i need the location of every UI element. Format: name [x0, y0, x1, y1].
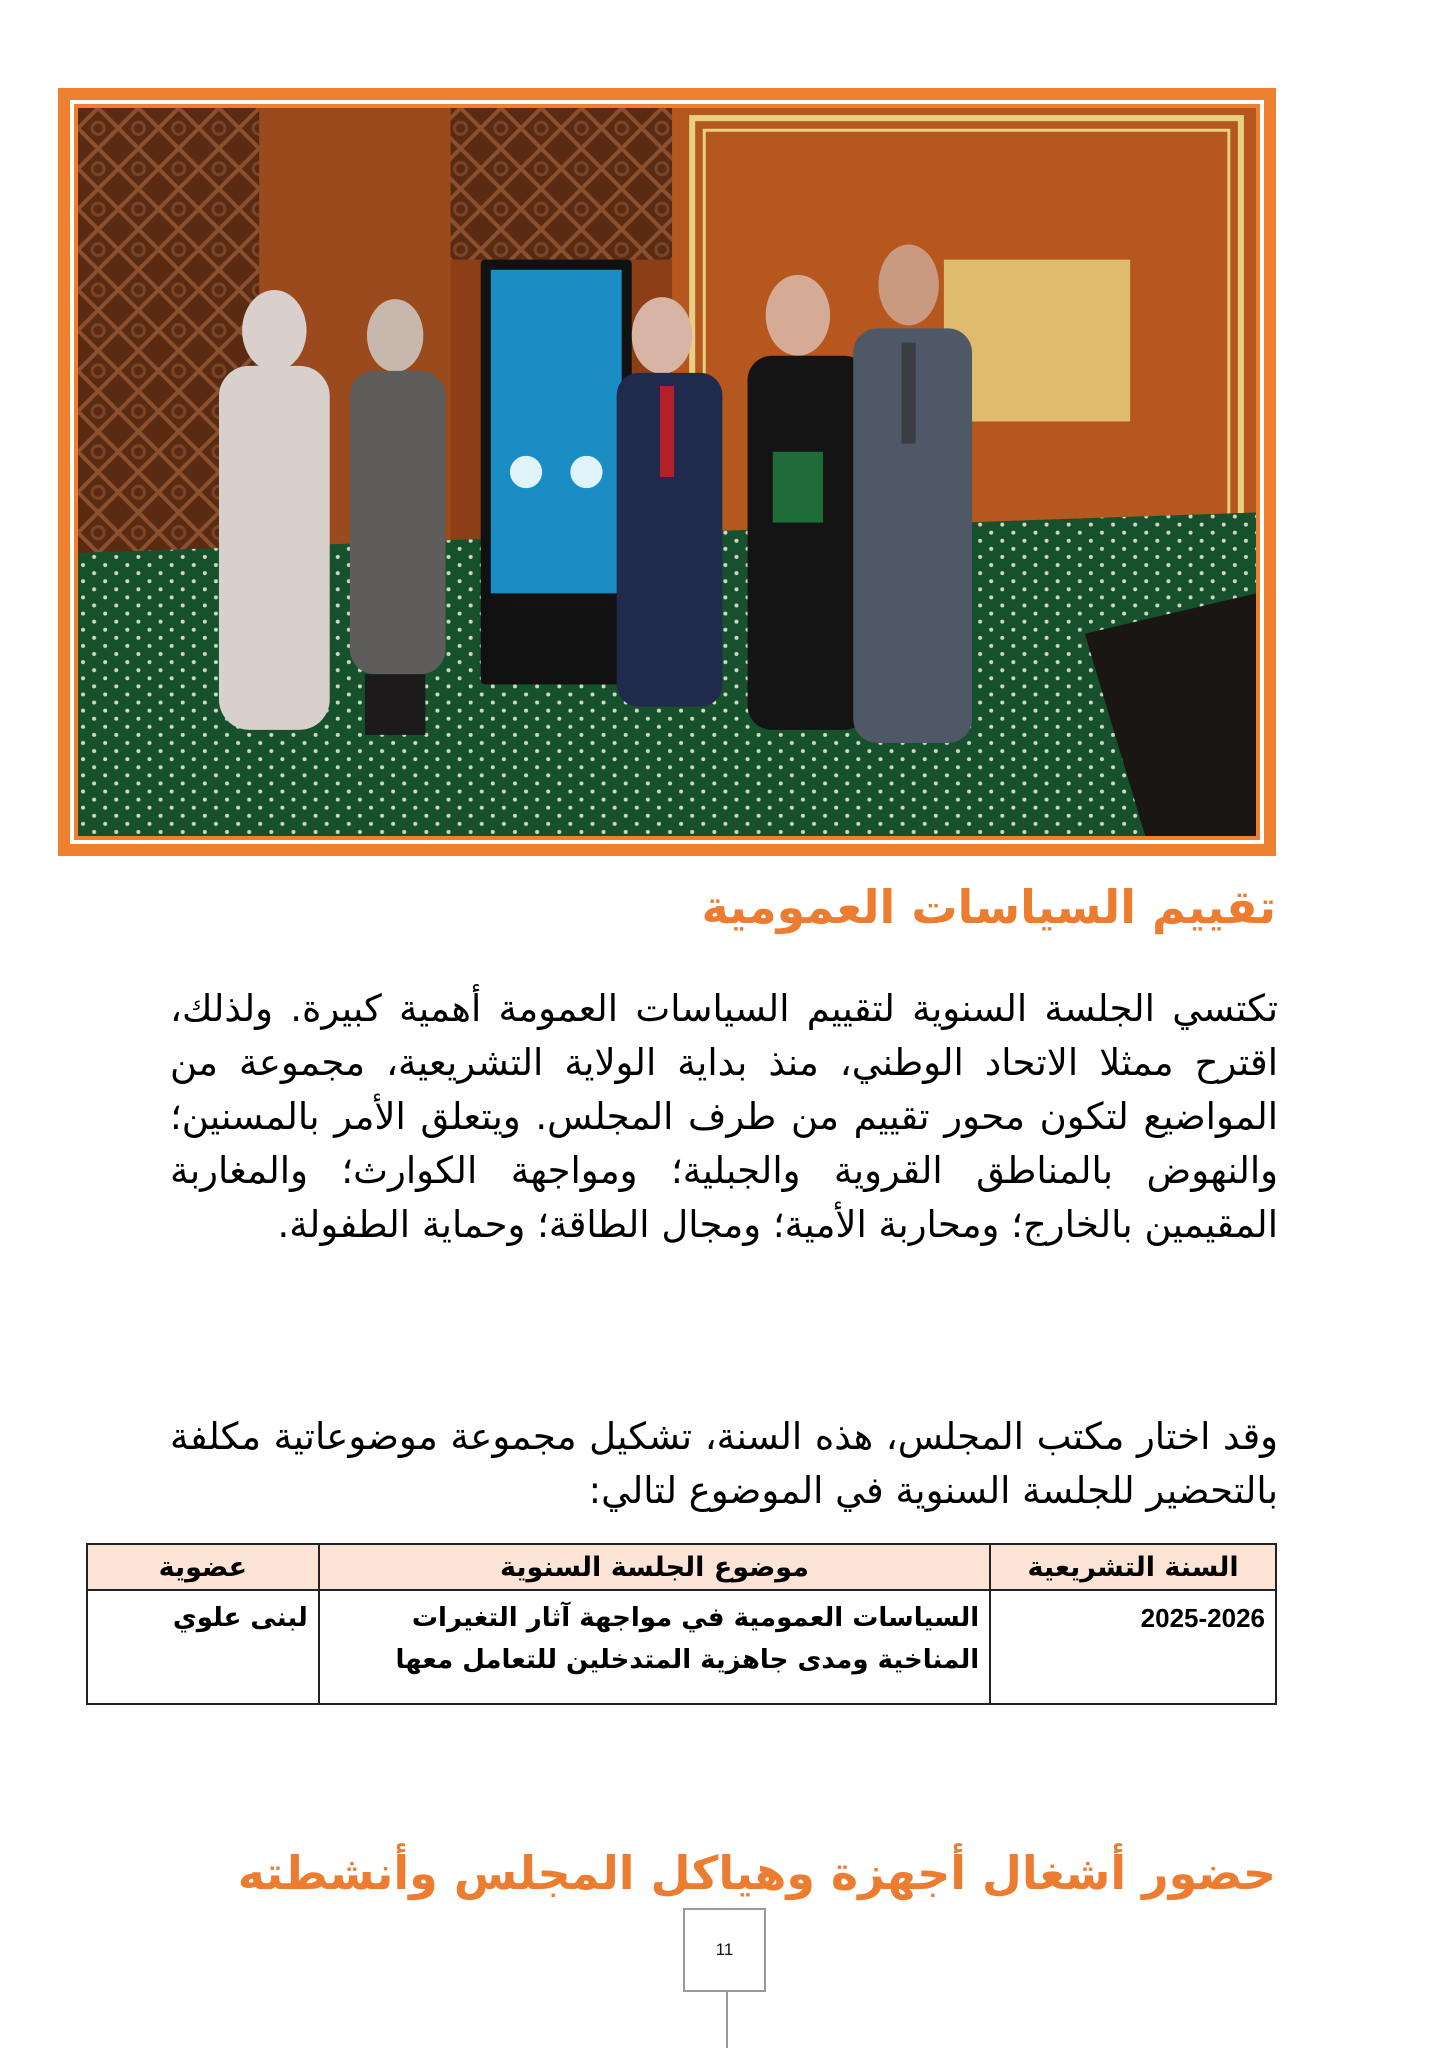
- page-number: 11: [715, 1940, 734, 1959]
- cell-topic: السياسات العمومية في مواجهة آثار التغيرات المناخية ومدى جاهزية المتدخلين للتعامل معها: [319, 1590, 990, 1704]
- photo-frame-white-line: [70, 100, 1264, 844]
- header-legislative-year: السنة التشريعية: [990, 1544, 1276, 1590]
- header-membership: عضوية: [87, 1544, 319, 1590]
- paragraph-intro: تكتسي الجلسة السنوية لتقييم السياسات العمومة أهمية كبيرة. ولذلك، اقترح ممثلا الاتحاد الوطني، منذ بداية الولاية التشريعية، مجموعة من المواضيع لتكون محور تقييم من طرف المجلس. ويتعلق الأمر بالمسنين؛ والنهوض بالمناطق القروية والجبلية؛ ومواجهة الكوارث؛ والمغاربة المقيمين بالخارج؛ ومحاربة الأمية؛ ومجال الطاقة؛ وحماية الطفولة.: [170, 987, 1278, 1246]
- page-number-connector-line: [726, 1992, 728, 2048]
- group-photo: [78, 108, 1256, 836]
- photo-frame-inner-line: [74, 104, 1260, 840]
- group-photo-image-icon: [78, 108, 1256, 836]
- paragraph-thematic-group: وقد اختار مكتب المجلس، هذه السنة، تشكيل مجموعة موضوعاتية مكلفة بالتحضير للجلسة السنوية في الموضوع لتالي:: [170, 1415, 1278, 1512]
- section-heading-public-policy-evaluation: تقييم السياسات العمومية: [701, 880, 1276, 934]
- table-row: [87, 1590, 1276, 1704]
- table-header-row: [87, 1544, 1276, 1590]
- header-session-topic: موضوع الجلسة السنوية: [319, 1544, 990, 1590]
- annual-session-table: [86, 1543, 1277, 1705]
- photo-frame: [58, 88, 1276, 856]
- page-number-box: [683, 1908, 766, 1992]
- section-heading-council-activities: حضور أشغال أجهزة وهياكل المجلس وأنشطته: [237, 1846, 1276, 1900]
- cell-year: 2025-2026: [990, 1590, 1276, 1704]
- cell-member: لبنى علوي: [87, 1590, 319, 1704]
